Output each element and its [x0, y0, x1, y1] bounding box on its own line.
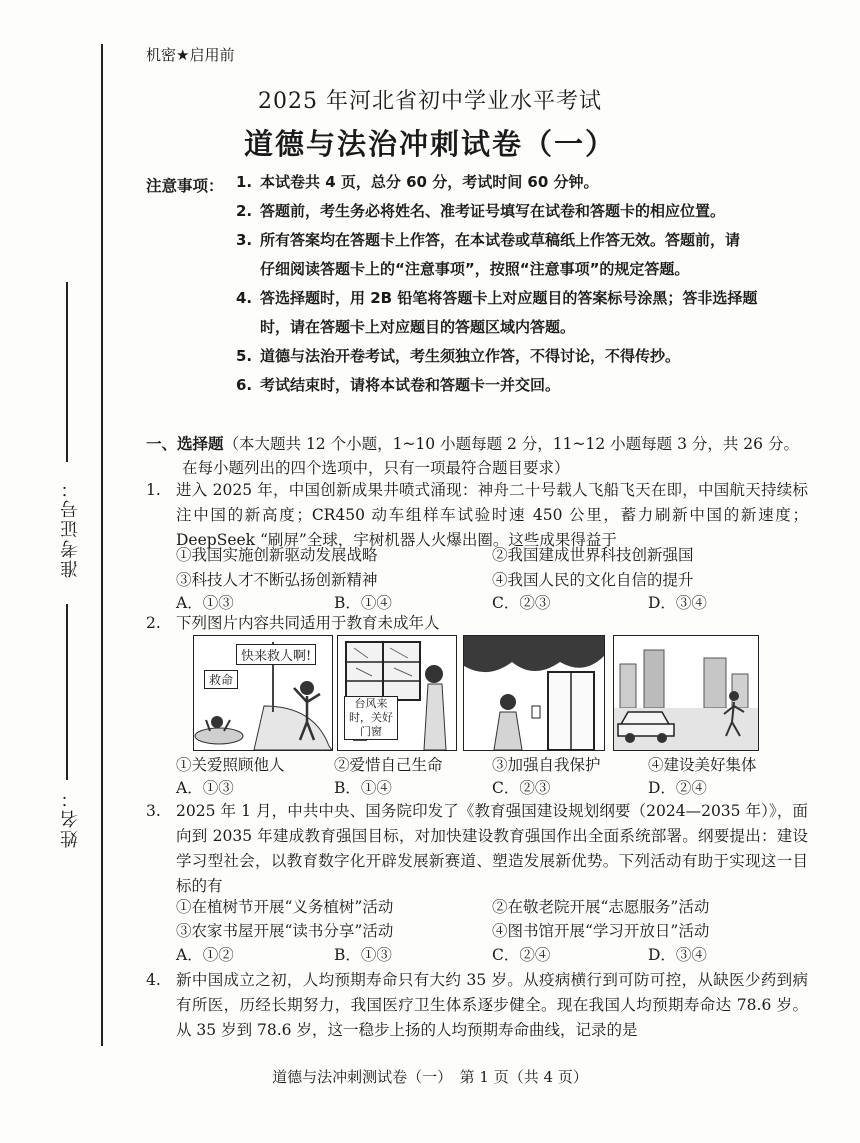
paper-title: 道德与法治冲刺试卷（一）: [243, 127, 616, 161]
notice-item: 4. 答选择题时，用 2B 铅笔将答题卡上对应题目的答案标号涂黑；答非选择题: [236, 289, 758, 307]
q2-option-a[interactable]: A．①③: [176, 779, 234, 797]
q2-picture-2: [337, 635, 457, 751]
q2-item-4: ④建设美好集体: [648, 756, 757, 774]
street-illustration: [614, 636, 758, 750]
q2-option-c[interactable]: C．②③: [492, 779, 551, 797]
question-4: 4. 新中国成立之初，人均预期寿命只有大约 35 岁。从疫病横行到可防可控，从缺医少药到病有所医，历经长期努力，我国医疗卫生体系逐步健全。现在我国人均预期寿命达 78.6 岁。从 35 岁到 78.6 岁，这一稳步上扬的人均预期寿命曲线，记录的是: [146, 971, 808, 1039]
notice-item: 1. 本试卷共 4 页，总分 60 分，考试时间 60 分钟。: [236, 173, 599, 191]
q2-item-2: ②爱惜自己生命: [334, 756, 443, 774]
notice-item: 3. 所有答案均在答题卡上作答，在本试卷或草稿纸上作答无效。答题前，请: [236, 231, 741, 249]
notice-list: [236, 168, 806, 400]
q2-item-3: ③加强自我保护: [492, 756, 601, 774]
q3-item-3: ③农家书屋开展“读书分享”活动: [176, 922, 394, 940]
exam-title: 2025 年河北省初中学业水平考试: [258, 89, 602, 114]
q3-item-4: ④图书馆开展“学习开放日”活动: [492, 922, 710, 940]
section-heading: 一、选择题（本大题共 12 个小题，1~10 小题每题 2 分，11~12 小题每题 3 分，共 26 分。 在每小题列出的四个选项中，只有一项最符合题目要求）: [146, 435, 799, 477]
notice-item: 5. 道德与法治开卷考试，考生须独立作答，不得讨论，不得传抄。: [236, 347, 681, 365]
pic1-bubble-save: 救命: [204, 670, 238, 689]
q1-item-2: ②我国建成世界科技创新强国: [492, 546, 694, 564]
notice-item-cont: 时，请在答题卡上对应题目的答题区域内答题。: [260, 318, 576, 336]
q3-option-d[interactable]: D．③④: [648, 946, 707, 964]
q2-option-b[interactable]: B．①④: [334, 779, 392, 797]
notice-item: 2. 答题前，考生务必将姓名、准考证号填写在试卷和答题卡的相应位置。: [236, 202, 726, 220]
q2-item-1: ①关爱照顾他人: [176, 756, 285, 774]
q1-option-b[interactable]: B．①④: [334, 594, 392, 612]
q1-item-4: ④我国人民的文化自信的提升: [492, 571, 694, 589]
q1-option-d[interactable]: D．③④: [648, 594, 707, 612]
q3-option-b[interactable]: B．①③: [334, 946, 392, 964]
pic1-bubble-help: 快来救人啊!: [236, 644, 316, 665]
q3-item-2: ②在敬老院开展“志愿服务”活动: [492, 898, 710, 916]
q1-item-1: ①我国实施创新驱动发展战略: [176, 546, 378, 564]
q2-picture-1: [193, 635, 333, 751]
q3-option-a[interactable]: A．①②: [176, 946, 234, 964]
question-3: 3. 2025 年 1 月，中共中央、国务院印发了《教育强国建设规划纲要（2024—2035 年）》，面向到 2035 年建成教育强国目标，对加快建设教育强国作出全面系统部署。纲要提出：建设学习型社会，以教育数字化开辟发展新赛道、塑造发展新优势。下列活动有助于实现这一目标的有: [146, 802, 808, 895]
q1-option-a[interactable]: A．①③: [176, 594, 234, 612]
question-2: 2. 下列图片内容共同适用于教育未成年人: [146, 614, 440, 632]
confidential-mark: 机密★启用前: [146, 46, 235, 64]
page-footer: 道德与法冲刺测试卷（一） 第 1 页（共 4 页）: [272, 1068, 588, 1086]
name-label: 姓名：: [60, 788, 81, 848]
q3-item-1: ①在植树节开展“义务植树”活动: [176, 898, 394, 916]
q2-picture-3: [463, 635, 605, 751]
q2-option-d[interactable]: D．②④: [648, 779, 707, 797]
name-blank[interactable]: [66, 604, 68, 780]
q3-option-c[interactable]: C．②④: [492, 946, 551, 964]
pic2-bubble: 台风来时，关好门窗: [344, 696, 398, 740]
question-1: 1. 进入 2025 年，中国创新成果井喷式涌现：神舟二十号载人飞船飞天在即，中国航天持续标注中国的新高度；CR450 动车组样车试验时速 450 公里，蓄力刷新中国的新速度；DeepSeek “刷屏”全球，宇树机器人火爆出圈。这些成果得益于: [146, 481, 808, 549]
exam-id-blank[interactable]: [66, 282, 68, 462]
binding-line: [101, 44, 103, 1046]
notice-item-cont: 仔细阅读答题卡上的“注意事项”，按照“注意事项”的规定答题。: [260, 260, 690, 278]
notice-item: 6. 考试结束时，请将本试卷和答题卡一并交回。: [236, 376, 561, 394]
exam-id-label: 准考证号：: [60, 478, 81, 578]
smoke-elevator-illustration: [464, 636, 604, 750]
q1-option-c[interactable]: C．②③: [492, 594, 551, 612]
q2-picture-4: [613, 635, 759, 751]
notice-label: 注意事项：: [146, 177, 224, 195]
q1-item-3: ③科技人才不断弘扬创新精神: [176, 571, 378, 589]
